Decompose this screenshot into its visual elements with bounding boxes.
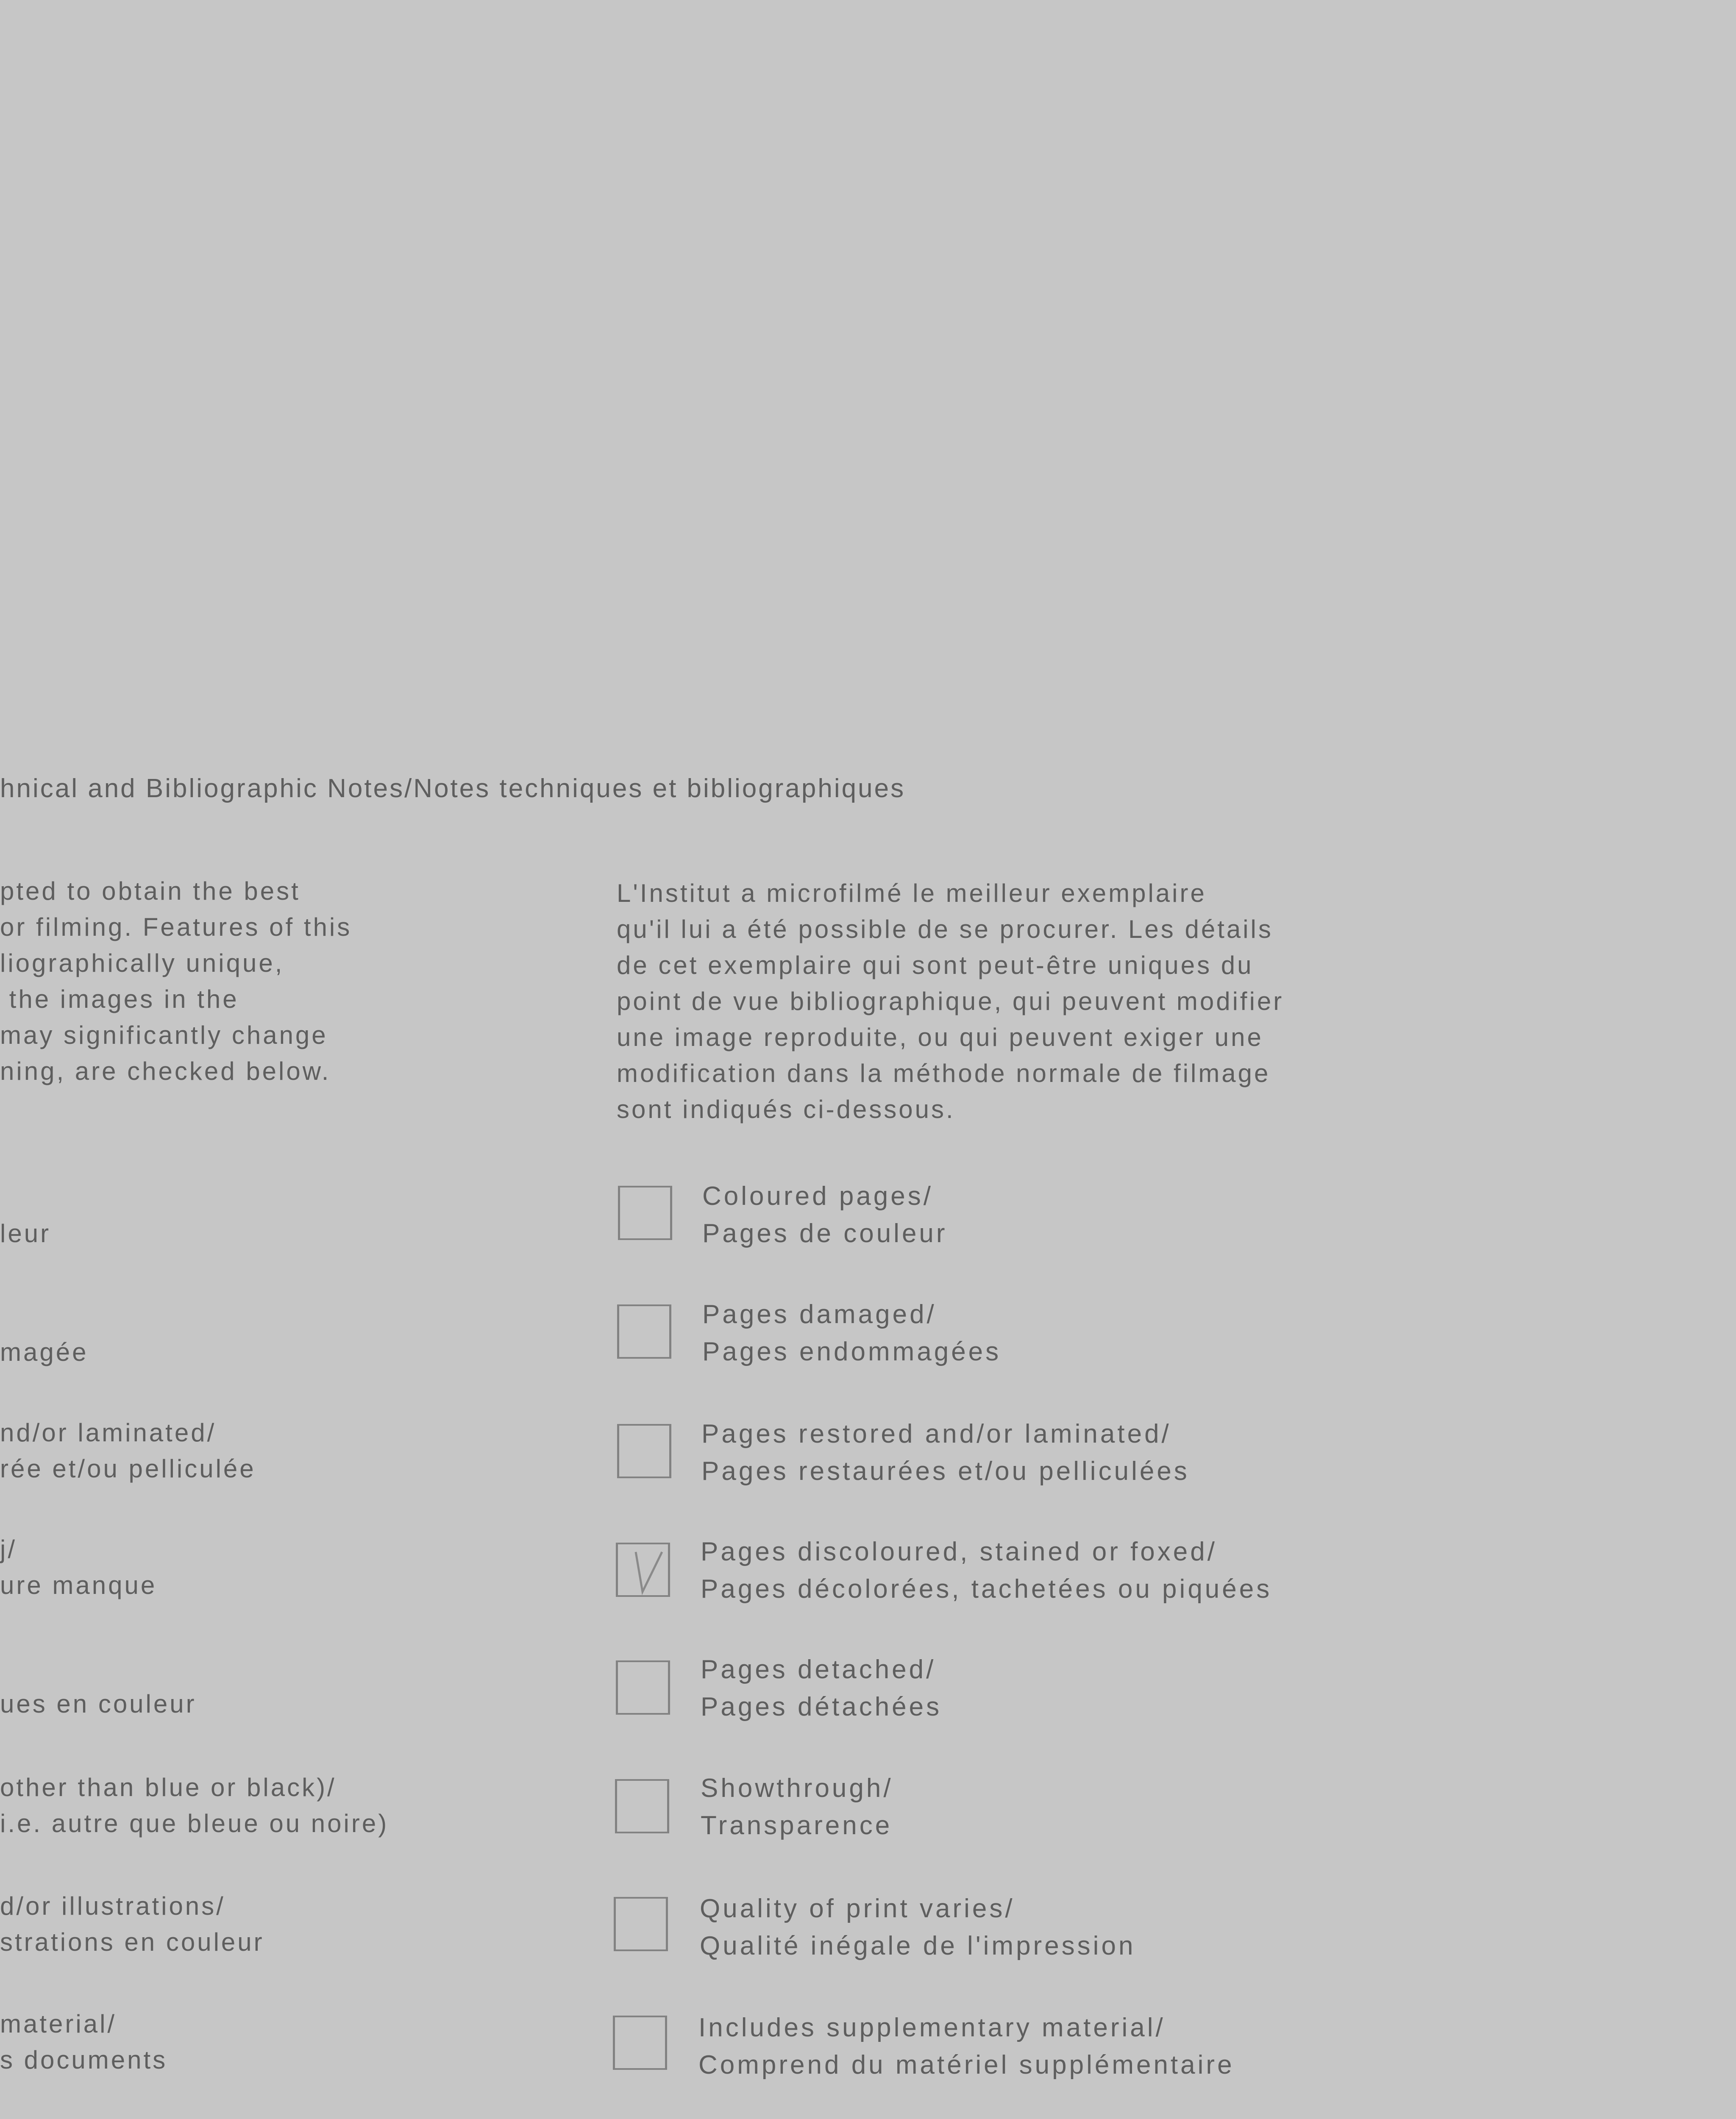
checkbox-supplementary-material[interactable] bbox=[613, 2016, 667, 2070]
english-intro-paragraph bbox=[0, 873, 352, 1089]
french-line: modification dans la méthode normale de filmage bbox=[617, 1059, 1271, 1087]
option-line2: Pages restaurées et/ou pelliculées bbox=[701, 1457, 1190, 1486]
french-line: L'Institut a microfilmé le meilleur exemplaire bbox=[617, 879, 1207, 907]
option-print-quality bbox=[700, 1890, 1135, 1965]
option-supplementary-material bbox=[698, 2009, 1235, 2084]
french-line: de cet exemplaire qui sont peut-être uniques du bbox=[617, 951, 1254, 979]
left-option-cover-title-missing bbox=[0, 1531, 157, 1603]
french-intro-paragraph bbox=[617, 875, 1284, 1127]
option-line1: Pages damaged/ bbox=[702, 1300, 937, 1329]
left-option-covers-restored bbox=[0, 1415, 256, 1487]
option-pages-damaged bbox=[702, 1296, 1001, 1371]
english-line: or filming. Features of this bbox=[0, 913, 352, 941]
option-line2: Transparence bbox=[701, 1811, 893, 1840]
option-line2: Pages détachées bbox=[701, 1692, 942, 1721]
english-line: may significantly change bbox=[0, 1021, 328, 1049]
checkbox-pages-damaged[interactable] bbox=[617, 1304, 671, 1359]
left-option-line1: material/ bbox=[0, 2010, 117, 2038]
option-line1: Coloured pages/ bbox=[702, 1182, 933, 1211]
left-option-line1: j/ bbox=[0, 1535, 17, 1563]
checkbox-pages-discoloured[interactable] bbox=[616, 1543, 670, 1597]
left-option-line1: nd/or laminated/ bbox=[0, 1418, 217, 1447]
left-option-coloured-covers bbox=[0, 1179, 51, 1251]
checkbox-showthrough[interactable] bbox=[615, 1779, 669, 1833]
checkmark-icon bbox=[618, 1544, 668, 1595]
left-option-line2: leur bbox=[0, 1219, 51, 1248]
left-option-line1 bbox=[0, 1179, 51, 1215]
option-line1: Includes supplementary material/ bbox=[698, 2013, 1166, 2042]
checkbox-pages-detached[interactable] bbox=[616, 1660, 670, 1715]
option-pages-discoloured bbox=[701, 1533, 1272, 1608]
option-line1: Pages detached/ bbox=[701, 1655, 936, 1684]
option-showthrough bbox=[701, 1770, 893, 1844]
checkbox-print-quality[interactable] bbox=[614, 1897, 668, 1951]
left-option-line1: d/or illustrations/ bbox=[0, 1892, 225, 1920]
option-line1: Pages restored and/or laminated/ bbox=[701, 1419, 1171, 1449]
option-line2: Pages décolorées, tachetées ou piquées bbox=[701, 1574, 1272, 1604]
option-coloured-pages bbox=[702, 1178, 948, 1252]
option-pages-detached bbox=[701, 1651, 942, 1726]
left-option-line1: other than blue or black)/ bbox=[0, 1773, 337, 1802]
option-line1: Pages discoloured, stained or foxed/ bbox=[701, 1537, 1217, 1566]
left-option-bound-with bbox=[0, 2006, 167, 2078]
option-line2: Qualité inégale de l'impression bbox=[700, 1931, 1136, 1960]
left-option-line1 bbox=[0, 1298, 88, 1334]
left-option-covers-damaged bbox=[0, 1298, 88, 1370]
left-option-line2: s documents bbox=[0, 2046, 168, 2074]
left-option-coloured-plates bbox=[0, 1888, 264, 1960]
notes-heading: hnical and Bibliographic Notes/Notes techniques et bibliographiques bbox=[0, 774, 906, 803]
option-line1: Showthrough/ bbox=[701, 1774, 893, 1803]
french-line: qu'il lui a été possible de se procurer. Les détails bbox=[617, 915, 1273, 943]
english-line: liographically unique, bbox=[0, 949, 284, 977]
checkbox-coloured-pages[interactable] bbox=[618, 1186, 672, 1240]
option-pages-restored bbox=[701, 1415, 1190, 1490]
left-option-line1 bbox=[0, 1650, 197, 1686]
left-option-line2: strations en couleur bbox=[0, 1928, 264, 1956]
english-line: pted to obtain the best bbox=[0, 877, 300, 905]
left-option-coloured-ink bbox=[0, 1769, 389, 1841]
option-line2: Pages endommagées bbox=[702, 1337, 1002, 1366]
french-line: sont indiqués ci-dessous. bbox=[617, 1095, 955, 1123]
left-option-line2: magée bbox=[0, 1338, 89, 1366]
option-line1: Quality of print varies/ bbox=[700, 1894, 1015, 1923]
french-line: une image reproduite, ou qui peuvent exiger une bbox=[617, 1023, 1263, 1051]
left-option-line2: ure manque bbox=[0, 1571, 157, 1599]
left-option-coloured-maps bbox=[0, 1650, 197, 1722]
left-option-line2: rée et/ou pelliculée bbox=[0, 1454, 256, 1483]
left-option-line2: i.e. autre que bleue ou noire) bbox=[0, 1809, 389, 1838]
option-line2: Comprend du matériel supplémentaire bbox=[698, 2050, 1235, 2080]
english-line: the images in the bbox=[0, 985, 239, 1013]
english-line: ning, are checked below. bbox=[0, 1057, 331, 1085]
checkbox-pages-restored[interactable] bbox=[617, 1424, 671, 1478]
option-line2: Pages de couleur bbox=[702, 1219, 948, 1248]
left-option-line2: ues en couleur bbox=[0, 1690, 197, 1718]
french-line: point de vue bibliographique, qui peuvent modifier bbox=[617, 987, 1284, 1015]
